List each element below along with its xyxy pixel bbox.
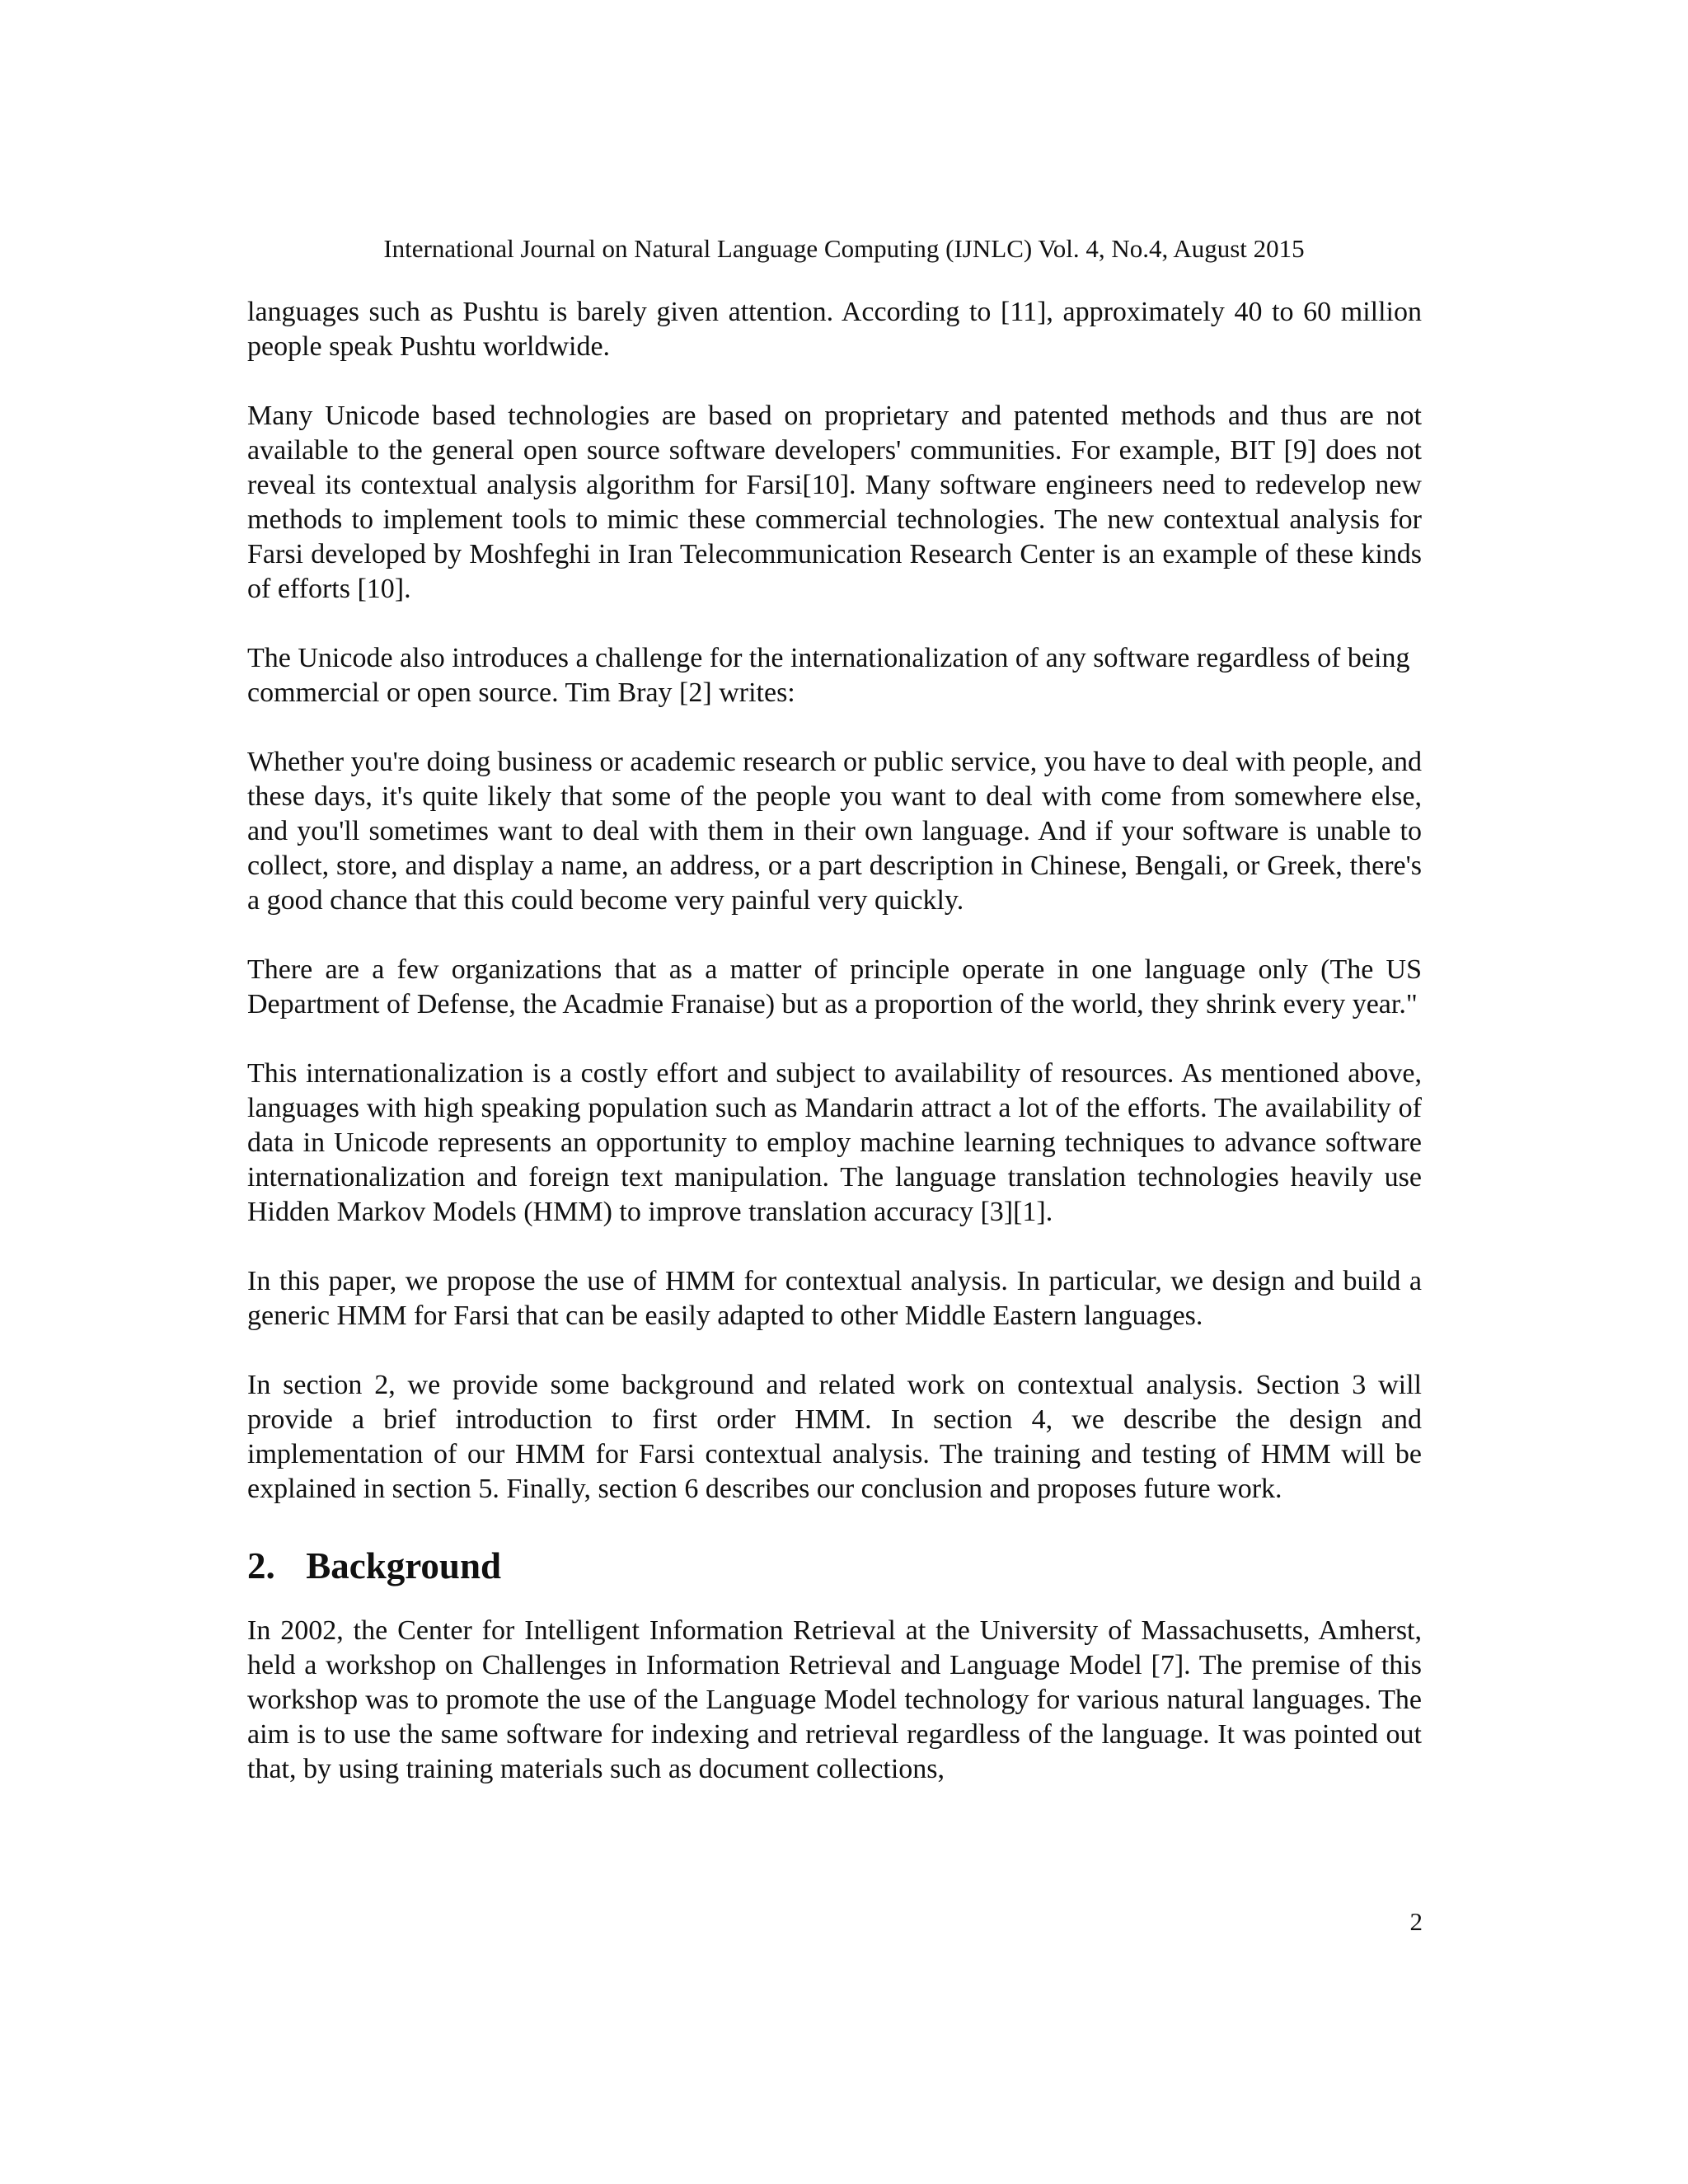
section-number: 2. — [247, 1545, 275, 1586]
running-header: International Journal on Natural Language Computing (IJNLC) Vol. 4, No.4, August 2015 — [383, 234, 1305, 263]
paragraph-paper-outline: In section 2, we provide some background and related work on contextual analysis. Section 3 will provide a brief introduction to first order HMM. In section 4, we describe the design and implementation of our HMM for Farsi contextual analysis. The training and testing of HMM will be explained in section 5. Finally, section 6 describes our conclusion and proposes future work. — [247, 1370, 1422, 1504]
paragraph-quote-continued: There are a few organizations that as a matter of principle operate in one language only (The US Department of Defense, the Acadmie Franaise) but as a proportion of the world, they shrink every year." — [247, 954, 1422, 1019]
body-text — [247, 295, 1422, 1821]
paragraph-tim-bray-quote: Whether you're doing business or academic research or public service, you have to deal with people, and these days, it's quite likely that some of the people you want to deal with come from somewhere else, and you'll sometimes want to deal with them in their own language. And if your software is unable to collect, store, and display a name, an address, or a part description in Chinese, Bengali, or Greek, there's a good chance that this could become very painful very quickly. — [247, 747, 1422, 916]
paragraph-unicode-challenge: The Unicode also introduces a challenge for the internationalization of any software regardless of being commercial or open source. Tim Bray [2] writes: — [247, 643, 1410, 708]
paragraph-proprietary-methods: Many Unicode based technologies are based on proprietary and patented methods and thus are not available to the general open source software developers' communities. For example, BIT [9] does not reveal its contextual analysis algorithm for Farsi[10]. Many software engineers need to redevelop new methods to implement tools to mimic these commercial technologies. The new contextual analysis for Farsi developed by Moshfeghi in Iran Telecommunication Research Center is an example of these kinds of efforts [10]. — [247, 401, 1422, 604]
paragraph-proposal: In this paper, we propose the use of HMM for contextual analysis. In particular, we design and build a generic HMM for Farsi that can be easily adapted to other Middle Eastern languages. — [247, 1266, 1422, 1331]
section-heading-background — [247, 1541, 1422, 1591]
paragraph-background: In 2002, the Center for Intelligent Information Retrieval at the University of Massachusetts, Amherst, held a workshop on Challenges in Information Retrieval and Language Model [7]. The premise of this workshop was to promote the use of the Language Model technology for various natural languages. The aim is to use the same software for indexing and retrieval regardless of the language. It was pointed out that, by using training materials such as document collections, — [247, 1615, 1422, 1784]
section-title: Background — [306, 1545, 502, 1586]
paragraph-internationalization-cost: This internationalization is a costly effort and subject to availability of resources. As mentioned above, languages with high speaking population such as Mandarin attract a lot of the efforts. The availability of data in Unicode represents an opportunity to employ machine learning techniques to advance software internationalization and foreign text manipulation. The language translation technologies heavily use Hidden Markov Models (HMM) to improve translation accuracy [3][1]. — [247, 1058, 1422, 1227]
page-number: 2 — [1409, 1907, 1423, 1936]
paragraph-pushtu-speakers: languages such as Pushtu is barely given attention. According to [11], approximately 40 to 60 million people speak Pushtu worldwide. — [247, 297, 1422, 362]
